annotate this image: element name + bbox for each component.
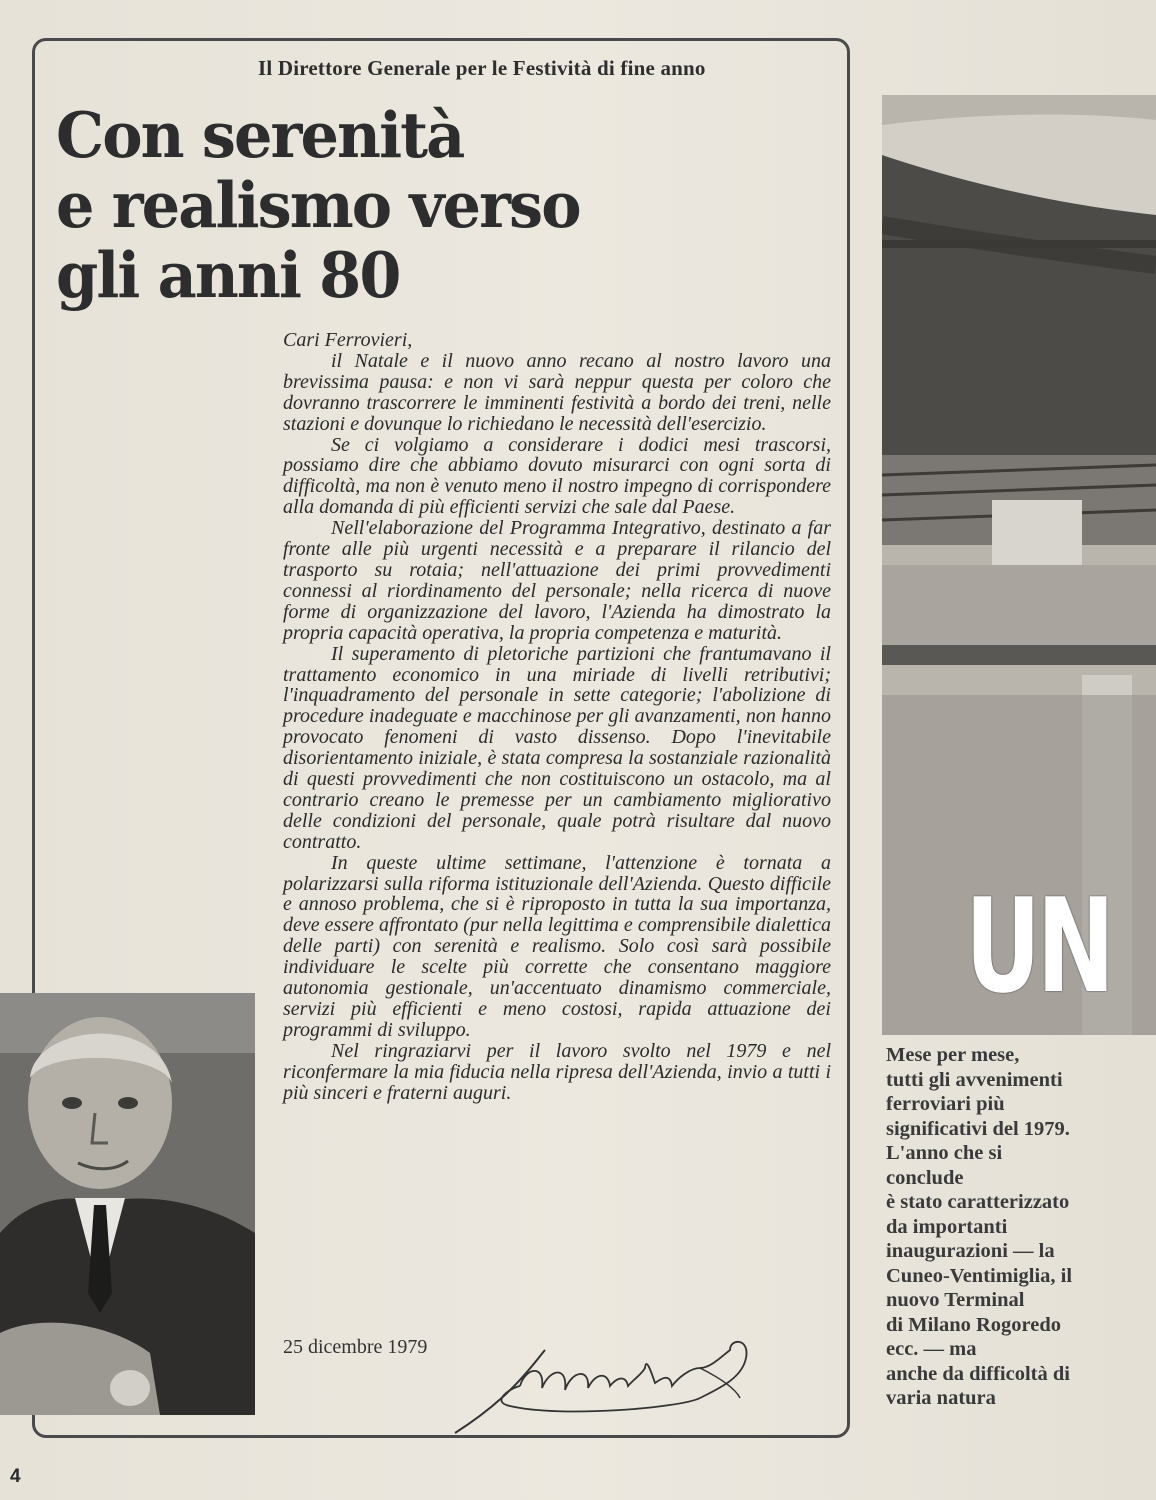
caption-line: varia natura <box>886 1387 996 1409</box>
article-body <box>283 330 831 1104</box>
greeting: Cari Ferrovieri, <box>283 329 413 351</box>
paragraph-1: il Natale e il nuovo anno recano al nostro lavoro una brevissima pausa: e non vi sarà neppur questa per coloro che dovranno trascorrere le imminenti festività a bordo dei treni, nelle stazioni e dovunque lo richiedano le necessità dell'esercizio. <box>283 349 831 435</box>
paragraph-2: Se ci volgiamo a considerare i dodici mesi trascorsi, possiamo dire che abbiamo dovuto misurarci con ogni sorta di difficoltà, ma non è venuto meno il nostro impegno di corrispondere alla domanda di più efficienti servizi che sale dal Paese. <box>283 433 831 519</box>
portrait-illustration <box>0 993 255 1415</box>
feature-big-word: UN <box>965 870 1111 1022</box>
caption-line: L'anno che si <box>886 1142 1003 1164</box>
letter-date: 25 dicembre 1979 <box>283 1336 428 1358</box>
paragraph-4: Il superamento di pletoriche partizioni che frantumavano il trattamento economico in una miriade di livelli retributivi; l'inquadramento del personale in sette categorie; l'abolizione di procedure inadeguate e macchinose per gli avanzamenti, non hanno provocato fenomeni di vasto dissenso. Dopo l'inevitabile disorientamento iniziale, è stata compresa la sostanziale razionalità di questi provvedimenti che non costituiscono un ostacolo, ma al contrario creano le premesse per un cambiamento migliorativo delle condizioni del personale, quale potrà risultare dal nuovo contratto. <box>283 642 831 853</box>
paragraph-5: In queste ultime settimane, l'attenzione è tornata a polarizzarsi sulla riforma istituzionale dell'Azienda. Questo difficile e annoso problema, che si è riproposto in tutta la sua importanza, deve essere affrontato (pur nella legittima e comprensibile dialettica delle parti) con serenità e realismo. Solo così sarà possibile individuare le scelte più corrette che consentano maggiore autonomia gestionale, un'accentuato dinamismo commerciale, servizi più efficienti e meno costosi, rapida attuazione dei programmi di sviluppo. <box>283 851 831 1041</box>
paragraph-6: Nel ringraziarvi per il lavoro svolto nel 1979 e nel riconfermare la mia fiducia nella ripresa dell'Azienda, invio a tutti i più sinceri e fraterni auguri. <box>283 1039 831 1104</box>
headline-line-2: e realismo verso <box>56 168 580 242</box>
headline-line-3: gli anni 80 <box>56 238 400 312</box>
feature-caption <box>886 1043 1151 1411</box>
caption-line: inaugurazioni — la <box>886 1240 1055 1262</box>
caption-line: ecc. — ma <box>886 1338 977 1360</box>
caption-line: da importanti <box>886 1215 1008 1238</box>
director-portrait-photo <box>0 993 255 1415</box>
caption-line: anche da difficoltà di <box>886 1362 1070 1385</box>
caption-line: conclude <box>886 1166 964 1189</box>
paragraph-3: Nell'elaborazione del Programma Integrativo, destinato a far fronte alle più urgenti necessità e a preparare il rilancio del trasporto su rotaia; nell'attuazione dei primi provvedimenti connessi al riordinamento del personale; nella ricerca di nuove forme di organizzazione del lavoro, l'Azienda ha dimostrato la propria capacità operativa, la propria competenza e maturità. <box>283 517 831 644</box>
caption-line: di Milano Rogoredo <box>886 1313 1062 1336</box>
headline-line-1: Con serenità <box>56 98 464 172</box>
caption-line: tutti gli avvenimenti <box>886 1068 1063 1091</box>
caption-line: Cuneo-Ventimiglia, il <box>886 1264 1073 1287</box>
caption-line: Mese per mese, <box>886 1044 1020 1066</box>
caption-line: ferroviari più <box>886 1093 1005 1115</box>
article-kicker: Il Direttore Generale per le Festività di fine anno <box>258 56 706 80</box>
caption-line: nuovo Terminal <box>886 1289 1025 1311</box>
caption-line: significativi del 1979. <box>886 1117 1070 1140</box>
page-number: 4 <box>10 1466 21 1487</box>
caption-line: è stato caratterizzato <box>886 1191 1070 1213</box>
signature-scribble <box>450 1328 850 1438</box>
article-headline <box>56 100 594 310</box>
